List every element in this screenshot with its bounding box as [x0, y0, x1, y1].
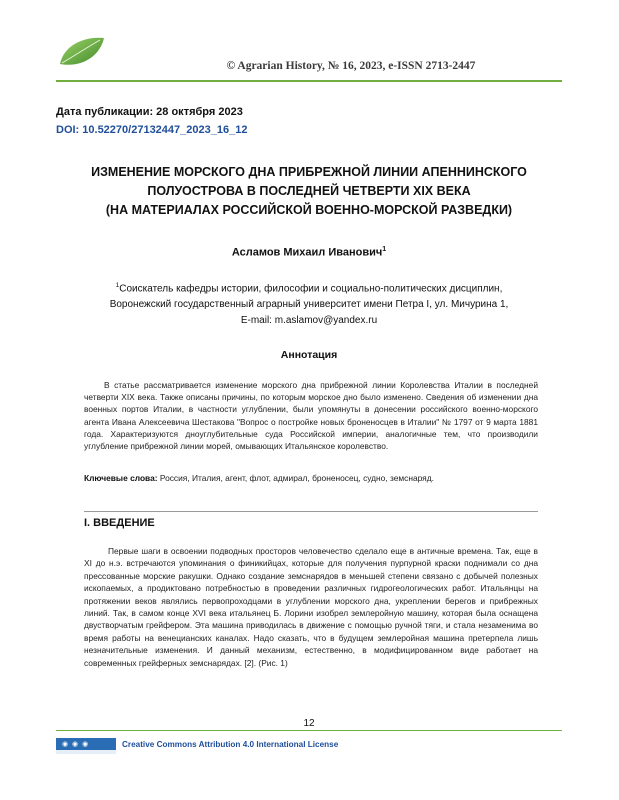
affiliation-line: $^1$Соискатель кафедры истории, философии и социально-политических дисциплин, — [115, 282, 503, 295]
abstract-text — [84, 379, 538, 452]
page-number: 12 — [303, 718, 315, 729]
introduction-text — [84, 545, 538, 669]
title-line: ПОЛУОСТРОВА В ПОСЛЕДНЕЙ ЧЕТВЕРТИ XIX ВЕКА — [147, 184, 471, 198]
affiliation-block — [56, 278, 562, 329]
author-affiliation-mark: 1 — [382, 246, 387, 253]
publication-date: Дата публикации: 28 октября 2023 — [56, 106, 243, 118]
cc-symbols-icon: ◉ ◉ ◉ — [62, 741, 90, 748]
affiliation-line: Воронежский государственный аграрный университет имени Петра I, ул. Мичурина 1, — [109, 299, 509, 311]
section-heading-introduction: I. ВВЕДЕНИЕ — [84, 517, 155, 529]
footer-divider — [56, 730, 562, 731]
doi-link[interactable]: DOI: 10.52270/27132447_2023_16_12 — [56, 124, 248, 136]
cc-license-badge-icon[interactable] — [56, 738, 116, 754]
title-line: ИЗМЕНЕНИЕ МОРСКОГО ДНА ПРИБРЕЖНОЙ ЛИНИИ АПЕННИНСКОГО — [91, 165, 527, 179]
keywords-label: Ключевые слова: — [84, 473, 158, 483]
section-divider — [84, 511, 538, 512]
author-name-text: Асламов Михаил Иванович — [231, 246, 383, 259]
cc-badge-strip — [56, 750, 116, 754]
leaf-logo-icon — [56, 34, 106, 70]
abstract-heading: Аннотация — [280, 349, 338, 361]
journal-citation: © Agrarian History, № 16, 2023, e-ISSN 2713-2447 — [226, 60, 476, 72]
page-header — [56, 28, 562, 76]
keywords-list: Россия, Италия, агент, флот, адмирал, броненосец, судно, земснаряд. — [157, 473, 434, 483]
author-email[interactable]: E-mail: m.aslamov@yandex.ru — [240, 315, 378, 327]
keywords — [84, 473, 538, 483]
license-link[interactable]: Creative Commons Attribution 4.0 International License — [122, 740, 339, 749]
article-title — [56, 163, 562, 220]
body-paragraph: Первые шаги в освоении подводных просторов человечество сделало еще в античные времена. Так, еще в XI до н.э. встречаются упоминания о финикийцах, которые для получения пурпурной краски поднимали со дна прессованные морские ракушки. Однако создание земснарядов в меньшей степени связано с добычей полезных ископаемых, а продиктовано потребностью в проведении различных гидрогеологических работ. Итальянцы на протяжении веков являлись первопроходцами в углублении морского дна, укреплении берегов и прибрежных линий. Так, в самом конце XVI века итальянец Б. Лорини изобрел землеройную машину, которая была оснащена двустворчатым грейфером. Эта машина приводилась в движение с помощью ручной тяги, и стала незаменима во время работы на венецианских каналах. Надо сказать, что в будущем землеройная машина претерпела лишь незначительные изменения. И данный механизм, естественно, в модифицированном виде работает на современных грейферных земснарядах. [2]. (Рис. 1) — [84, 546, 538, 668]
author-name — [56, 246, 562, 259]
title-line: (НА МАТЕРИАЛАХ РОССИЙСКОЙ ВОЕННО-МОРСКОЙ РАЗВЕДКИ) — [105, 203, 513, 217]
abstract-paragraph: В статье рассматривается изменение морского дна прибрежной линии Королевства Италии в последней четверти XIX века. Также описаны причины, по которым морское дно было изменено. Сведения об изменении дна военных портов Италии, в частности углублении, были упомянуты в донесении российского военно-морского агента Ивана Алексеевича Шестакова "Вопрос о постройке новых броненосцев в Италии" № 1797 от 9 марта 1881 года. Характеризуются дноуглубительные суда Российской империи, аналогичные тем, что производили углубление прибрежной линии морей, омывающих Итальянское королевство. — [84, 380, 538, 452]
header-divider — [56, 80, 562, 82]
affiliation-mark: 1 — [115, 282, 120, 289]
